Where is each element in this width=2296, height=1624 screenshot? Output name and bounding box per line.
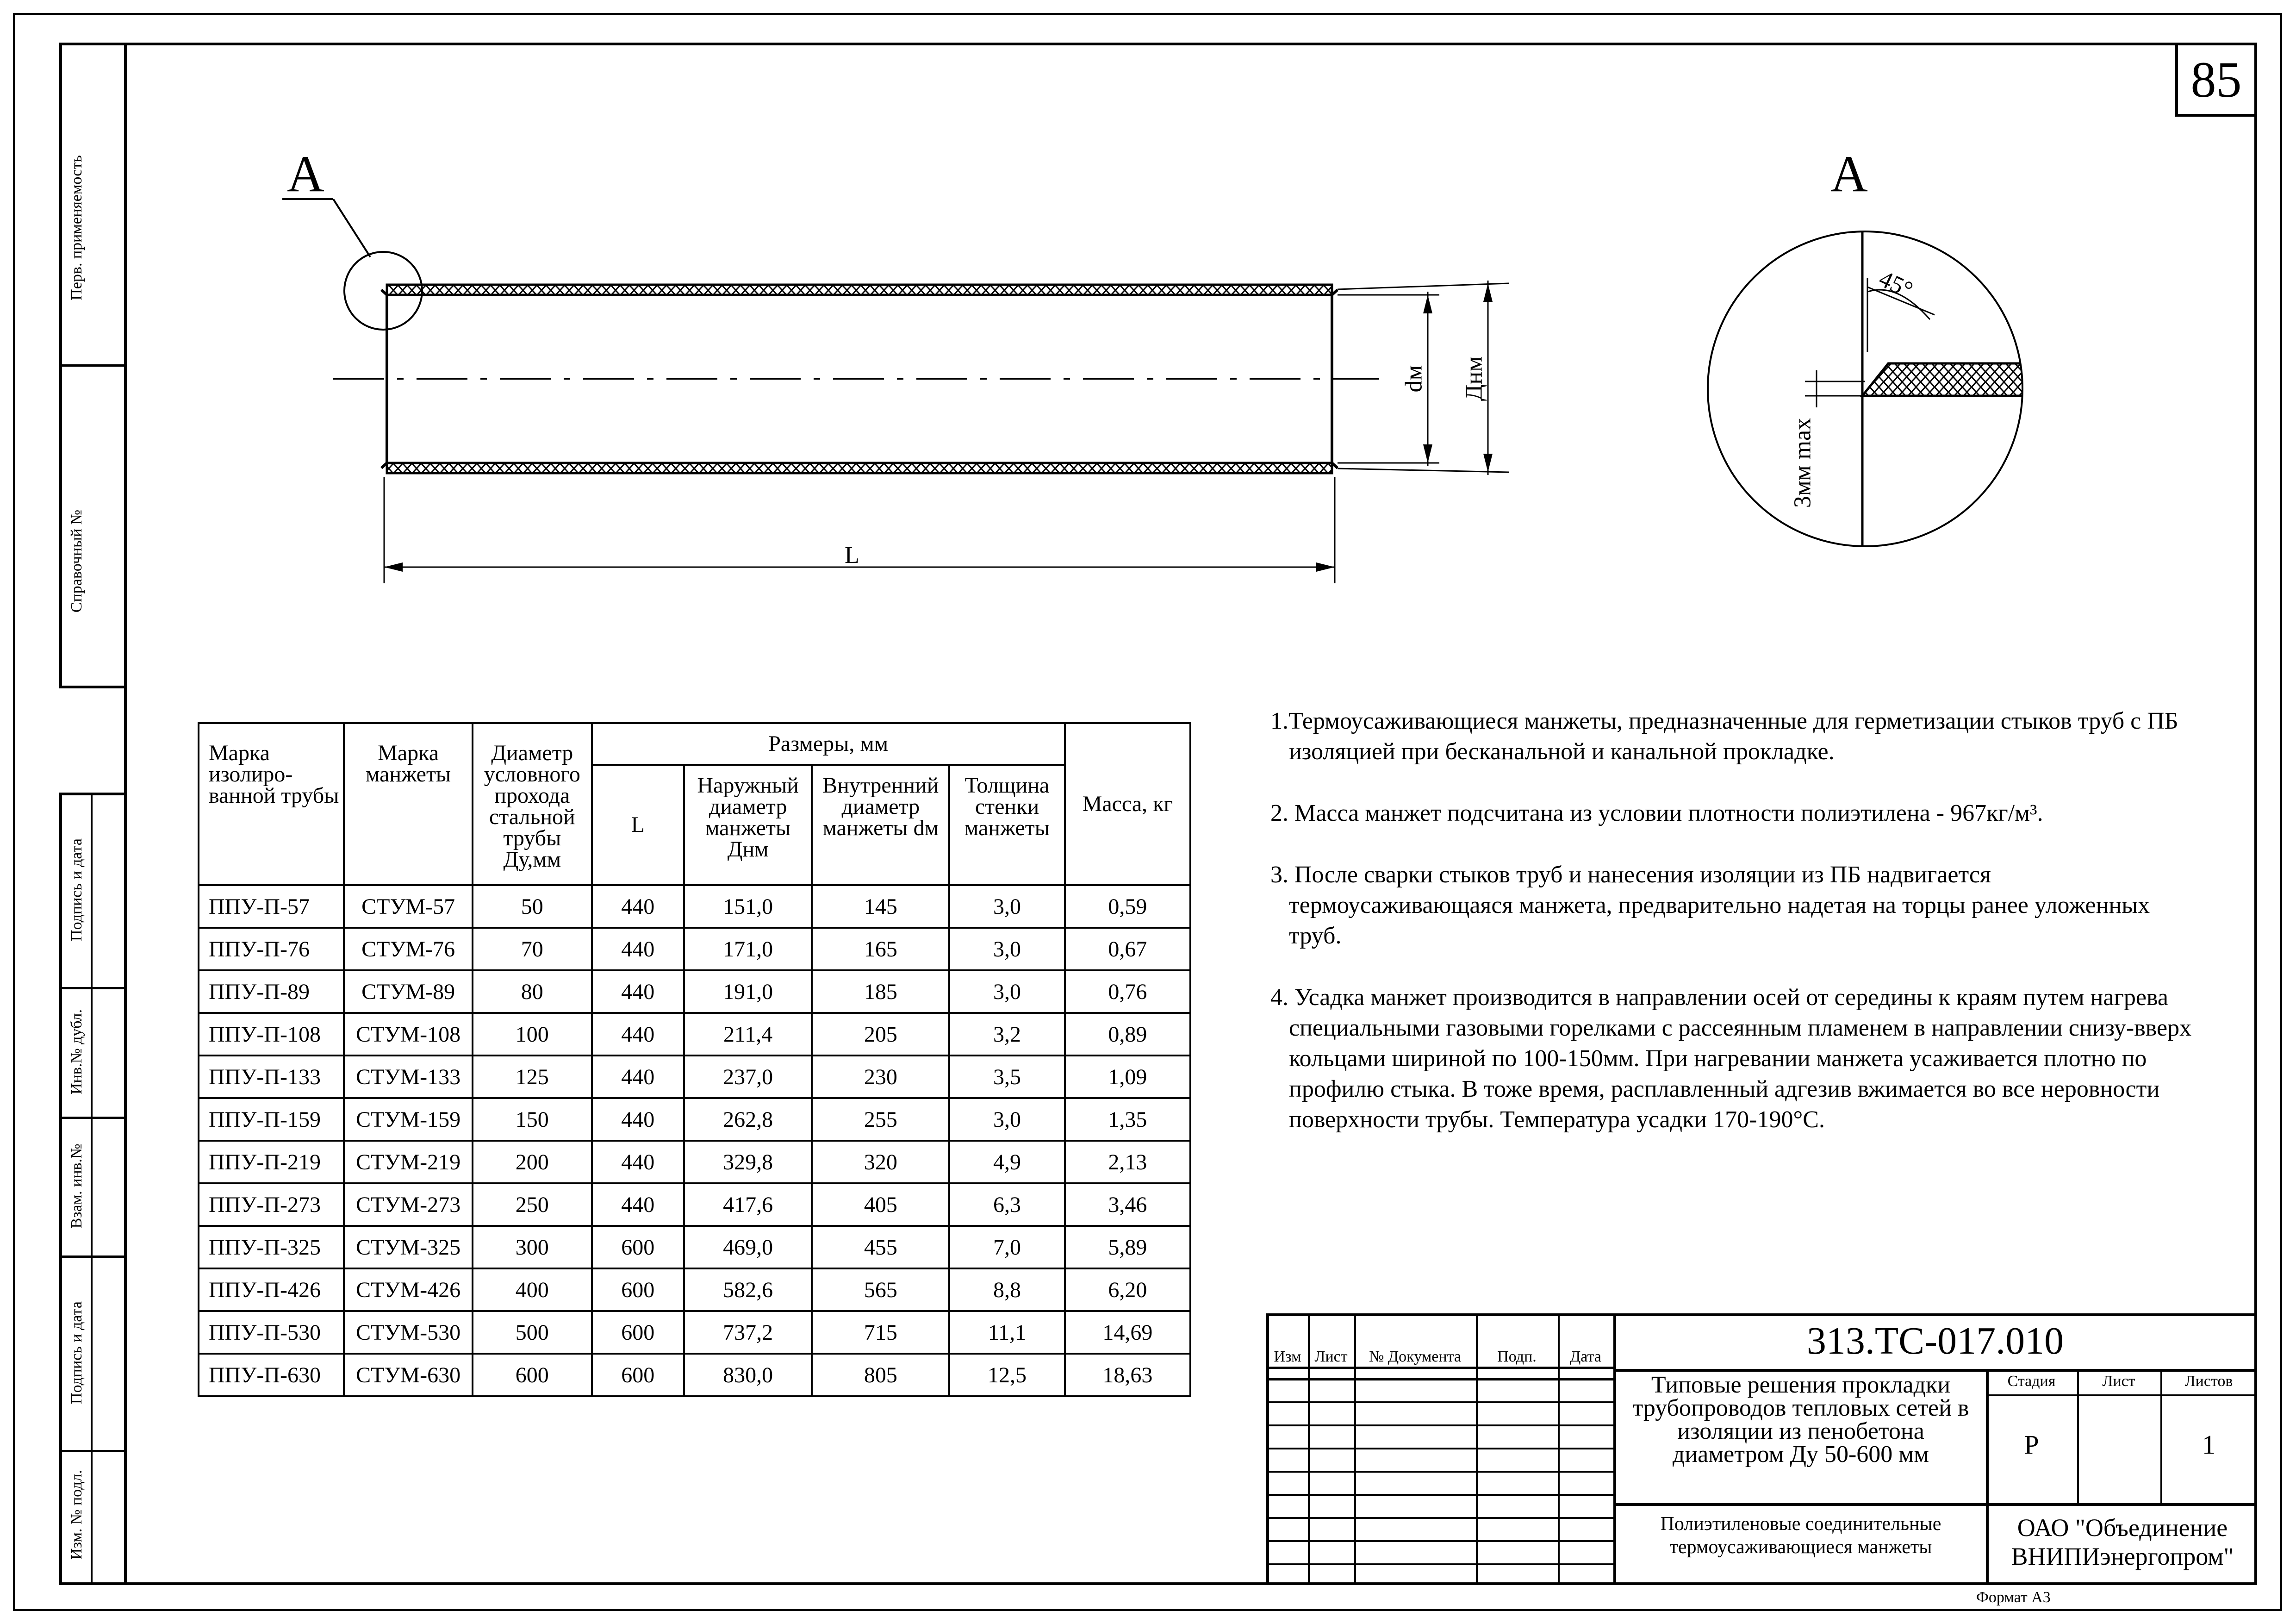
notes bbox=[1270, 706, 2196, 1166]
detail-view bbox=[1708, 231, 2027, 551]
tb-col-signature: Подп. bbox=[1497, 1348, 1537, 1365]
th-pipe-mark: Марка изолиро-ванной трубы bbox=[199, 723, 344, 885]
tb-col-document: № Документа bbox=[1369, 1348, 1461, 1365]
table-cell: 3,0 bbox=[949, 885, 1065, 928]
table-cell: СТУМ-76 bbox=[344, 928, 473, 970]
table-cell: 565 bbox=[812, 1268, 949, 1311]
dimension-Dnm-label: Днм bbox=[1461, 356, 1487, 401]
table-cell: 805 bbox=[812, 1354, 949, 1396]
table-cell: 440 bbox=[592, 885, 684, 928]
table-cell: 70 bbox=[473, 928, 592, 970]
table-row bbox=[199, 1013, 1190, 1056]
side-label-original-inv: Изм. № подл. bbox=[68, 1470, 85, 1560]
tb-col-change: Изм bbox=[1274, 1348, 1301, 1365]
table-cell: ППУ-П-530 bbox=[199, 1311, 344, 1354]
table-cell: 100 bbox=[473, 1013, 592, 1056]
table-cell: СТУМ-219 bbox=[344, 1141, 473, 1183]
th-inner-diameter: Внутренний диаметр манжеты dм bbox=[812, 765, 949, 885]
table-cell: 0,89 bbox=[1065, 1013, 1190, 1056]
table-cell: СТУМ-530 bbox=[344, 1311, 473, 1354]
table-cell: 2,13 bbox=[1065, 1141, 1190, 1183]
th-mass: Масса, кг bbox=[1065, 723, 1190, 885]
table-cell: 171,0 bbox=[684, 928, 812, 970]
table-cell: ППУ-П-133 bbox=[199, 1056, 344, 1098]
tb-doc-code: 313.ТС-017.010 bbox=[1806, 1319, 2064, 1362]
table-cell: 600 bbox=[592, 1226, 684, 1268]
table-cell: СТУМ-426 bbox=[344, 1268, 473, 1311]
table-cell: ППУ-П-273 bbox=[199, 1183, 344, 1226]
table-cell: ППУ-П-159 bbox=[199, 1098, 344, 1141]
table-cell: 5,89 bbox=[1065, 1226, 1190, 1268]
table-row bbox=[199, 928, 1190, 970]
side-label-sign-date-1: Подпись и дата bbox=[68, 838, 85, 941]
table-cell: 469,0 bbox=[684, 1226, 812, 1268]
table-cell: 1,35 bbox=[1065, 1098, 1190, 1141]
th-nominal-diameter: Диаметр условного прохода стальной трубы Ду,мм bbox=[473, 723, 592, 885]
table-cell: СТУМ-89 bbox=[344, 970, 473, 1013]
table-cell: 3,2 bbox=[949, 1013, 1065, 1056]
th-sleeve-mark: Марка манжеты bbox=[344, 723, 473, 885]
table-cell: 4,9 bbox=[949, 1141, 1065, 1183]
table-cell: 14,69 bbox=[1065, 1311, 1190, 1354]
table-cell: 200 bbox=[473, 1141, 592, 1183]
th-length: L bbox=[592, 765, 684, 885]
th-wall-thickness: Толщина стенки манжеты bbox=[949, 765, 1065, 885]
table-cell: 3,5 bbox=[949, 1056, 1065, 1098]
table-cell: ППУ-П-89 bbox=[199, 970, 344, 1013]
table-cell: 6,3 bbox=[949, 1183, 1065, 1226]
table-cell: 3,0 bbox=[949, 928, 1065, 970]
table-cell: 582,6 bbox=[684, 1268, 812, 1311]
table-cell: 0,67 bbox=[1065, 928, 1190, 970]
table-cell: 440 bbox=[592, 1098, 684, 1141]
tb-stage-value: Р bbox=[2024, 1430, 2039, 1460]
sleeve-drawing bbox=[0, 0, 2296, 671]
table-cell: 205 bbox=[812, 1013, 949, 1056]
side-label-replaces-inv: Взам. инв.№ bbox=[68, 1143, 85, 1229]
tb-sheet-label: Лист bbox=[2102, 1373, 2135, 1390]
table-cell: 400 bbox=[473, 1268, 592, 1311]
table-cell: 11,1 bbox=[949, 1311, 1065, 1354]
table-cell: 18,63 bbox=[1065, 1354, 1190, 1396]
table-cell: 830,0 bbox=[684, 1354, 812, 1396]
table-cell: 230 bbox=[812, 1056, 949, 1098]
th-dimensions-group: Размеры, мм bbox=[592, 723, 1065, 765]
dimension-L-label: L bbox=[845, 542, 859, 568]
table-cell: 12,5 bbox=[949, 1354, 1065, 1396]
side-label-sign-date-2: Подпись и дата bbox=[68, 1301, 85, 1404]
table-cell: 300 bbox=[473, 1226, 592, 1268]
table-cell: ППУ-П-57 bbox=[199, 885, 344, 928]
table-cell: 50 bbox=[473, 885, 592, 928]
callout-leader bbox=[282, 199, 422, 330]
tb-sheets-value: 1 bbox=[2202, 1430, 2215, 1460]
table-cell: СТУМ-630 bbox=[344, 1354, 473, 1396]
tb-organization: ОАО "Объединение ВНИПИэнергопром" bbox=[2011, 1514, 2234, 1570]
title-block bbox=[1266, 1313, 2257, 1585]
table-cell: 600 bbox=[473, 1354, 592, 1396]
table-row bbox=[199, 1311, 1190, 1354]
table-cell: ППУ-П-426 bbox=[199, 1268, 344, 1311]
table-cell: ППУ-П-76 bbox=[199, 928, 344, 970]
table-cell: 737,2 bbox=[684, 1311, 812, 1354]
table-cell: 151,0 bbox=[684, 885, 812, 928]
table-cell: 250 bbox=[473, 1183, 592, 1226]
table-cell: 440 bbox=[592, 1056, 684, 1098]
table-cell: 500 bbox=[473, 1311, 592, 1354]
table-cell: 7,0 bbox=[949, 1226, 1065, 1268]
table-cell: 3,0 bbox=[949, 970, 1065, 1013]
side-label-reference-no: Справочный № bbox=[68, 509, 85, 613]
table-cell: 0,76 bbox=[1065, 970, 1190, 1013]
note-1: 1.Термоусаживающиеся манжеты, предназначенные для герметизации стыков труб с ПБ изоляцией при бесканальной и канальной прокладке. bbox=[1270, 708, 2178, 765]
table-cell: 211,4 bbox=[684, 1013, 812, 1056]
table-cell: 405 bbox=[812, 1183, 949, 1226]
table-cell: 440 bbox=[592, 928, 684, 970]
side-label-first-use: Перв. применяемость bbox=[68, 155, 85, 300]
table-row bbox=[199, 970, 1190, 1013]
table-cell: 255 bbox=[812, 1098, 949, 1141]
table-cell: 237,0 bbox=[684, 1056, 812, 1098]
table-cell: 455 bbox=[812, 1226, 949, 1268]
table-cell: 417,6 bbox=[684, 1183, 812, 1226]
table-cell: СТУМ-325 bbox=[344, 1226, 473, 1268]
tb-col-sheet: Лист bbox=[1314, 1348, 1348, 1365]
table-cell: 8,8 bbox=[949, 1268, 1065, 1311]
th-outer-diameter: Наружный диаметр манжеты Днм bbox=[684, 765, 812, 885]
table-cell: 3,46 bbox=[1065, 1183, 1190, 1226]
table-cell: 191,0 bbox=[684, 970, 812, 1013]
table-cell: 715 bbox=[812, 1311, 949, 1354]
table-row bbox=[199, 1141, 1190, 1183]
format-label: Формат А3 bbox=[1976, 1589, 2051, 1606]
table-row bbox=[199, 1183, 1190, 1226]
table-body bbox=[199, 885, 1190, 1396]
note-4: 4. Усадка манжет производится в направлении осей от середины к краям путем нагрева специальными газовыми горелками с рассеянным пламенем в направлении снизу-вверх кольцами шириной по 100-150мм. При нагревании манжета усаживается плотно по профилю стыка. В тоже время, расплавленный адгезив вжимается во все неровности поверхности трубы. Температура усадки 170-190°С. bbox=[1270, 984, 2192, 1133]
table-row bbox=[199, 1268, 1190, 1311]
thickness-label: 3мм max bbox=[1789, 418, 1816, 508]
table-cell: 329,8 bbox=[684, 1141, 812, 1183]
table-row bbox=[199, 1098, 1190, 1141]
table-cell: СТУМ-273 bbox=[344, 1183, 473, 1226]
table-row bbox=[199, 1354, 1190, 1396]
tb-stage-label: Стадия bbox=[2007, 1373, 2056, 1390]
table-cell: СТУМ-108 bbox=[344, 1013, 473, 1056]
tb-project-title: Типовые решения прокладки трубопроводов тепловых сетей в изоляции из пенобетона диаметром Ду 50-600 мм bbox=[1632, 1372, 1969, 1468]
sleeve-table bbox=[198, 722, 1191, 1397]
callout-label-A: А bbox=[287, 145, 324, 203]
detail-label-A: А bbox=[1830, 145, 1868, 203]
table-cell: 600 bbox=[592, 1354, 684, 1396]
table-cell: 150 bbox=[473, 1098, 592, 1141]
table-cell: 600 bbox=[592, 1268, 684, 1311]
table-cell: СТУМ-159 bbox=[344, 1098, 473, 1141]
table-cell: 600 bbox=[592, 1311, 684, 1354]
table-cell: 440 bbox=[592, 1183, 684, 1226]
table-row bbox=[199, 1226, 1190, 1268]
table-cell: ППУ-П-630 bbox=[199, 1354, 344, 1396]
table-cell: СТУМ-133 bbox=[344, 1056, 473, 1098]
table-cell: 3,0 bbox=[949, 1098, 1065, 1141]
table-cell: ППУ-П-325 bbox=[199, 1226, 344, 1268]
tb-sheet-title: Полиэтиленовые соединительные термоусаживающиеся манжеты bbox=[1660, 1513, 1941, 1558]
table-cell: СТУМ-57 bbox=[344, 885, 473, 928]
table-cell: 185 bbox=[812, 970, 949, 1013]
sheet-number: 85 bbox=[2175, 43, 2257, 117]
table-row bbox=[199, 1056, 1190, 1098]
tb-col-date: Дата bbox=[1570, 1348, 1601, 1365]
dimension-L bbox=[384, 477, 1335, 583]
table-cell: 440 bbox=[592, 1013, 684, 1056]
note-3: 3. После сварки стыков труб и нанесения изоляции из ПБ надвигается термоусаживающаяся манжета, предварительно надетая на торцы ранее уложенных труб. bbox=[1270, 862, 2150, 949]
angle-label: 45° bbox=[1875, 265, 1917, 304]
dimension-dm-label: dм bbox=[1400, 365, 1427, 393]
table-cell: 440 bbox=[592, 1141, 684, 1183]
tb-sheets-label: Листов bbox=[2184, 1373, 2233, 1390]
table-cell: 262,8 bbox=[684, 1098, 812, 1141]
table-cell: 145 bbox=[812, 885, 949, 928]
table-cell: 0,59 bbox=[1065, 885, 1190, 928]
table-cell: 125 bbox=[473, 1056, 592, 1098]
table-cell: 1,09 bbox=[1065, 1056, 1190, 1098]
table-cell: 440 bbox=[592, 970, 684, 1013]
table-cell: ППУ-П-108 bbox=[199, 1013, 344, 1056]
table-row bbox=[199, 885, 1190, 928]
note-2: 2. Масса манжет подсчитана из условии плотности полиэтилена - 967кг/м³. bbox=[1270, 800, 2043, 826]
table-cell: 165 bbox=[812, 928, 949, 970]
table-cell: 6,20 bbox=[1065, 1268, 1190, 1311]
table-cell: 320 bbox=[812, 1141, 949, 1183]
table-cell: 80 bbox=[473, 970, 592, 1013]
table-cell: ППУ-П-219 bbox=[199, 1141, 344, 1183]
side-label-dup-inv: Инв.№ дубл. bbox=[68, 1009, 85, 1095]
